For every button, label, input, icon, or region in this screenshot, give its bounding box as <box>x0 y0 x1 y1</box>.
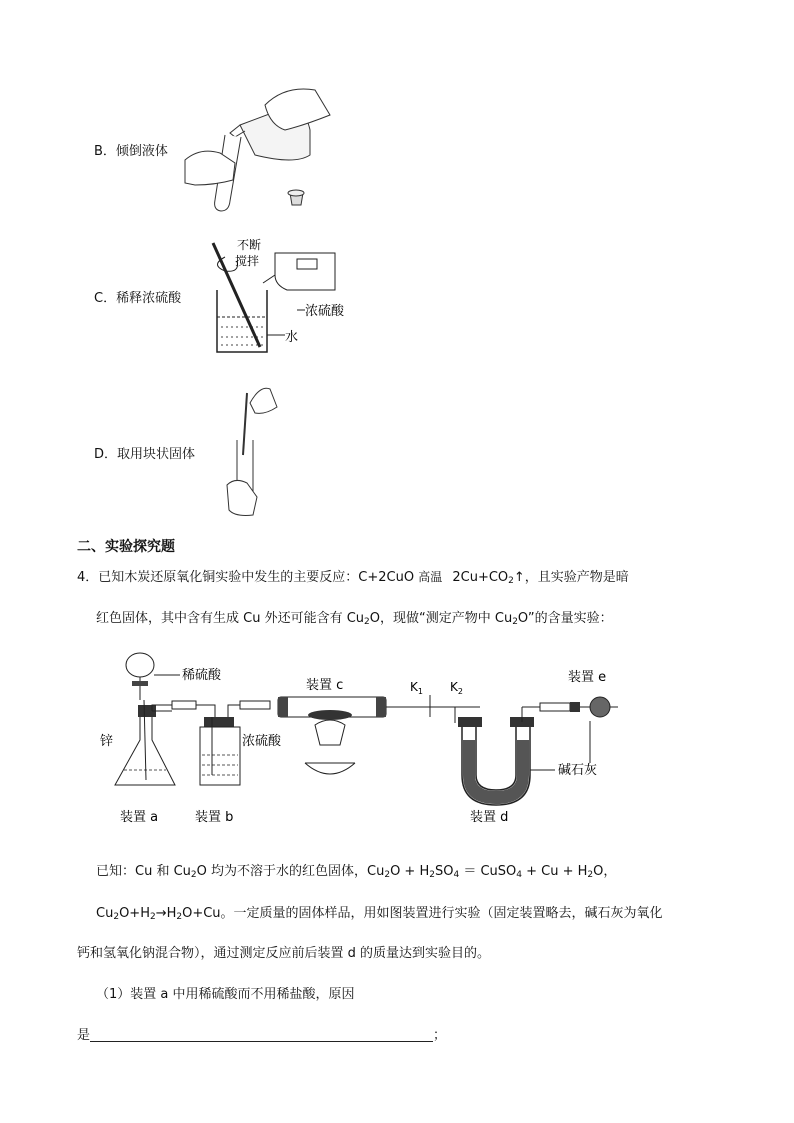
label-device-b: 装置 b <box>195 810 234 825</box>
q4-text: O+Cu。一定质量的固体样品，用如图装置进行实验（固定装置略去，碱石灰为氧化 <box>182 906 663 921</box>
known-line: 已知：Cu 和 $Cu_2O$ 均为不溶于水的红色固体，$Cu_2O + H_2SO_4$ ＝ CuSO$_4$ + $Cu + H_2O$， <box>96 864 617 880</box>
label-dilute-acid: 稀硫酸 <box>182 668 222 683</box>
q4-text: →H <box>155 906 177 921</box>
dilute-acid-figure <box>205 235 345 360</box>
q4-text: 已知：Cu 和 Cu <box>96 864 191 879</box>
q4-text: O， <box>593 864 617 879</box>
q4-text: Cu <box>96 906 114 921</box>
pouring-liquid-figure <box>185 85 335 215</box>
q4-text: O+H <box>119 906 150 921</box>
q4-text: O + H <box>390 864 430 879</box>
option-b: B．倾倒液体 <box>94 144 168 159</box>
q4-text-end: ↑，且实验产物是暗 <box>513 570 629 585</box>
q4-text: O 均为不溶于水的红色固体，Cu <box>196 864 385 879</box>
reaction-product: 2Cu+CO <box>452 570 509 585</box>
label-stir-2: 搅拌 <box>235 254 260 268</box>
label-device-d: 装置 d <box>470 810 509 825</box>
q4-text: O”的含量实验： <box>517 611 613 626</box>
label-conc-acid: 浓硫酸 <box>305 304 345 319</box>
q4-text: ＝ CuSO <box>459 864 517 879</box>
answer-prefix: 是 <box>77 1028 91 1043</box>
q4-text: SO <box>434 864 454 879</box>
label-water: 水 <box>285 330 299 345</box>
label-device-a: 装置 a <box>120 810 159 825</box>
apparatus-diagram <box>100 645 640 830</box>
q4-text: O，现做“测定产物中 Cu <box>369 611 513 626</box>
answer-blank[interactable] <box>90 1028 433 1042</box>
q4-text: 4．已知木炭还原氧化铜实验中发生的主要反应：C+2CuO <box>77 570 415 585</box>
section-title: 二、实验探究题 <box>77 539 175 555</box>
label-zinc: 锌 <box>100 734 114 749</box>
q4-line-5: 钙和氢氧化钠混合物），通过测定反应前后装置 d 的质量达到实验目的。 <box>77 946 491 961</box>
label-stir: 不断 <box>237 238 262 252</box>
label-device-c: 装置 c <box>306 678 344 693</box>
q4-text: 红色固体，其中含有生成 Cu 外还可能含有 Cu <box>96 611 365 626</box>
label-conc-acid: 浓硫酸 <box>242 734 282 749</box>
answer-line <box>77 1024 446 1043</box>
option-c: C．稀释浓硫酸 <box>94 291 182 306</box>
q4-line-2: 红色固体，其中含有生成 Cu 外还可能含有 $Cu_2O$，现做“测定产物中 $Cu_2O$”的含量实验： <box>96 611 613 627</box>
label-soda-lime: 碱石灰 <box>558 763 598 778</box>
option-d: D．取用块状固体 <box>94 447 196 462</box>
q4-line-4: $Cu_2O+H_2\to H_2O+Cu$。一定质量的固体样品，用如图装置进行实验（固定装置略去，碱石灰为氧化 <box>96 906 663 922</box>
label-k1: $K_1$ <box>410 680 423 696</box>
answer-suffix: ； <box>433 1028 447 1043</box>
q4-line-1: 4．已知木炭还原氧化铜实验中发生的主要反应：C+2CuO 高温 $2Cu+CO_2↑$，且实验产物是暗 <box>77 570 629 586</box>
label-device-e: 装置 e <box>568 670 607 685</box>
q4-text: + Cu + H <box>522 864 588 879</box>
reaction-condition: 高温 <box>418 570 443 584</box>
label-k2: $K_2$ <box>450 680 463 696</box>
sub-question-1: （1）装置 a 中用稀硫酸而不用稀盐酸，原因 <box>96 987 355 1002</box>
solid-sampling-figure <box>225 385 285 520</box>
